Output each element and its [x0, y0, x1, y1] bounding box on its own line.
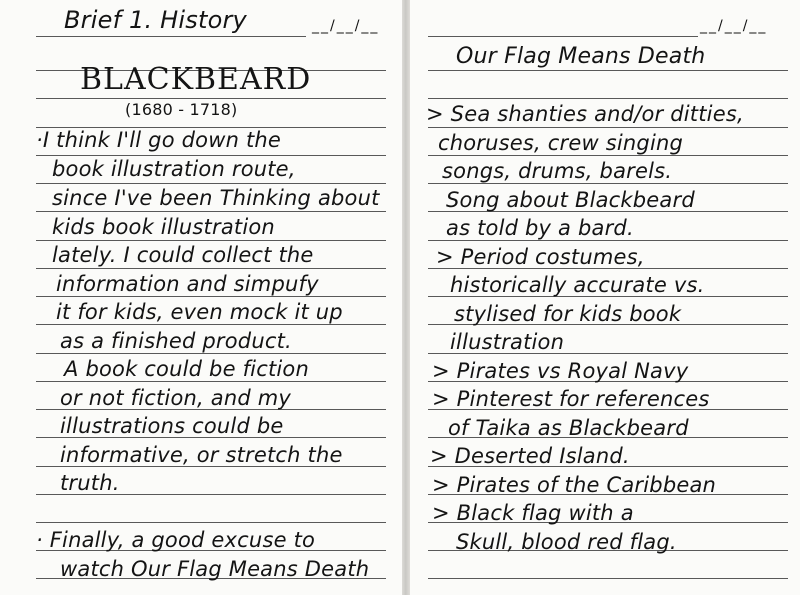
note-line: as a finished product. [60, 329, 292, 353]
ruled-line [428, 36, 698, 37]
ruled-line [428, 183, 788, 184]
ruled-line [36, 268, 386, 269]
page-title: BLACKBEARD [80, 62, 312, 97]
note-line: illustrations could be [60, 414, 284, 438]
note-line: truth. [60, 471, 120, 495]
right-page [410, 0, 800, 595]
date-field: __/__/__ [312, 18, 380, 34]
date-range: (1680 - 1718) [125, 100, 238, 119]
note-line: > Pinterest for references [432, 387, 710, 411]
note-line: > Period costumes, [436, 245, 645, 269]
ruled-line [36, 240, 386, 241]
ruled-line [36, 381, 386, 382]
note-line: A book could be fiction [64, 357, 309, 381]
note-line: information and simpufy [56, 272, 319, 296]
note-line: > Pirates of the Caribbean [432, 473, 717, 497]
note-line: lately. I could collect the [52, 243, 314, 267]
ruled-line [36, 296, 386, 297]
ruled-line [36, 155, 386, 156]
ruled-line [428, 127, 788, 128]
note-line: as told by a bard. [446, 216, 634, 240]
page-header: Brief 1. History [64, 6, 247, 34]
ruled-line [428, 98, 788, 99]
ruled-line [428, 70, 788, 71]
note-line: stylised for kids book [454, 302, 682, 326]
note-line: > Pirates vs Royal Navy [432, 359, 689, 383]
note-line: kids book illustration [52, 215, 275, 239]
note-line: since I've been Thinking about [52, 186, 380, 210]
page-heading: Our Flag Means Death [456, 44, 706, 69]
ruled-line [36, 522, 386, 523]
note-line: illustration [450, 330, 565, 354]
note-line: > Deserted Island. [430, 444, 630, 468]
ruled-line [36, 36, 306, 37]
ruled-line [428, 578, 788, 579]
note-line: informative, or stretch the [60, 443, 343, 467]
note-line: of Taika as Blackbeard [448, 416, 689, 440]
notebook-gutter [402, 0, 410, 595]
ruled-line [36, 98, 386, 99]
ruled-line [36, 211, 386, 212]
note-line: book illustration route, [52, 157, 296, 181]
note-line: ·I think I'll go down the [36, 128, 282, 152]
ruled-line [36, 324, 386, 325]
note-line: Song about Blackbeard [446, 188, 695, 212]
note-line: · Finally, a good excuse to [36, 528, 316, 552]
date-field: __/__/__ [700, 18, 768, 34]
note-line: > Sea shanties and/or ditties, [426, 102, 744, 126]
note-line: choruses, crew singing [438, 131, 684, 155]
note-line: > Black flag with a [432, 501, 634, 525]
note-line: historically accurate vs. [450, 273, 705, 297]
note-line: or not fiction, and my [60, 386, 292, 410]
note-line: Skull, blood red flag. [456, 530, 677, 554]
ruled-line [36, 353, 386, 354]
ruled-line [428, 240, 788, 241]
ruled-line [36, 183, 386, 184]
note-line: it for kids, even mock it up [56, 300, 343, 324]
note-line: watch Our Flag Means Death [60, 557, 370, 581]
note-line: songs, drums, barels. [442, 159, 673, 183]
ruled-line [428, 155, 788, 156]
